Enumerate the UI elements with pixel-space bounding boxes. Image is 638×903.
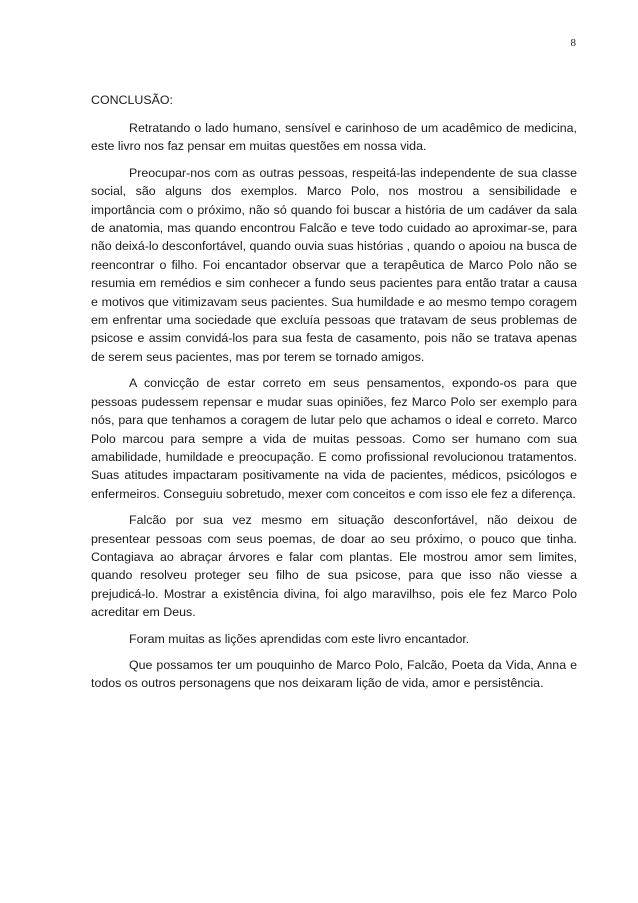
paragraph: Foram muitas as lições aprendidas com este livro encantador. bbox=[129, 631, 470, 646]
paragraph: Falcão por sua vez mesmo em situação desconfortável, não deixou de presentear pessoas com seus poemas, de doar ao seu próximo, o pouco que tinha. Contagiava ao abraçar árvores e falar com plantas. Ele mostrou amor sem limites, quando resolveu proteger seu filho de sua psicose, para que isso não viesse a prejudicá-lo. Mostrar a existência divina, foi algo maravilhso, pois ele fez Marco Polo acreditar em Deus. bbox=[91, 513, 577, 620]
paragraph: Que possamos ter um pouquinho de Marco Polo, Falcão, Poeta da Vida, Anna e todos os outros personagens que nos deixaram lição de vida, amor e persistência. bbox=[91, 657, 577, 691]
section-heading: CONCLUSÃO: bbox=[91, 93, 173, 107]
paragraph: Preocupar-nos com as outras pessoas, respeitá-las independente de sua classe social, são alguns dos exemplos. Marco Polo, nos mostrou a sensibilidade e importância com o próximo, não só quando foi buscar a história de um cadáver da sala de anatomia, mas quando encontrou Falcão e teve todo cuidado ao aproximar-se, para não deixá-lo desconfortável, quando ouvia suas histórias , quando o apoiou na busca de reencontrar o filho. Foi encantador observar que a terapêutica de Marco Polo não se resumia em remédios e sim conhecer a fundo seus pacientes para então tratar a causa e motivos que vitimizavam seus pacientes. Sua humildade e ao mesmo tempo coragem em enfrentar uma sociedade que excluía pessoas que tratavam de seus problemas de psicose e assim convidá-los para sua festa de casamento, pois não se tratava apenas de serem seus pacientes, mas por terem se tornado amigos. bbox=[91, 165, 577, 364]
page-number: 8 bbox=[570, 37, 576, 49]
paragraph: A convicção de estar correto em seus pensamentos, expondo-os para que pessoas pudessem repensar e mudar suas opiniões, fez Marco Polo ser exemplo para nós, para que tenhamos a coragem de lutar pelo que achamos o ideal e correto. Marco Polo marcou para sempre a vida de muitas pessoas. Como ser humano com sua amabilidade, humildade e preocupação. E como profissional revolucionou tratamentos. Suas atitudes impactaram positivamente na vida de pacientes, médicos, psicólogos e enfermeiros. Conseguiu sobretudo, mexer com conceitos e com isso ele fez a diferença. bbox=[91, 376, 577, 501]
document-body bbox=[91, 91, 577, 701]
paragraph: Retratando o lado humano, sensível e carinhoso de um acadêmico de medicina, este livro nos faz pensar em muitas questões em nossa vida. bbox=[91, 121, 577, 154]
